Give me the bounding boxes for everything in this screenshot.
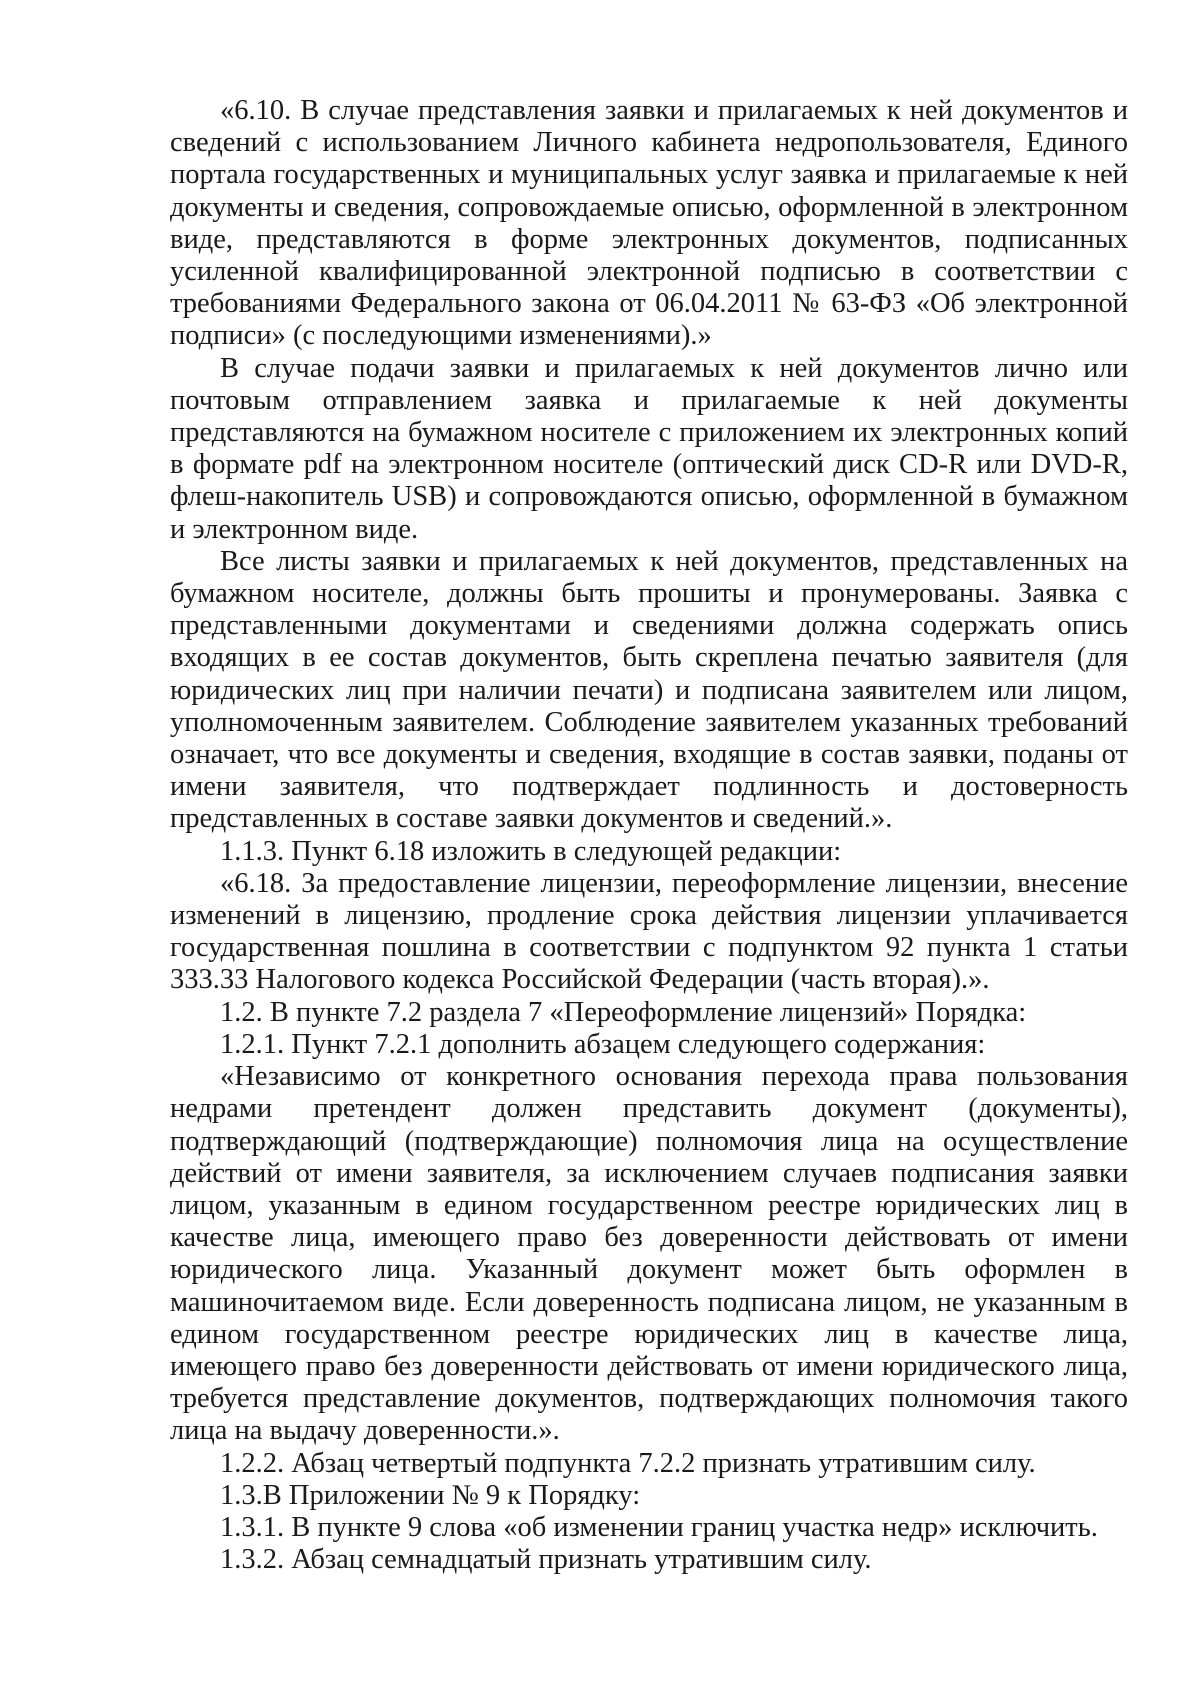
paragraph-1-3-2: 1.3.2. Абзац семнадцатый признать утратившим силу. — [220, 1544, 872, 1576]
paragraph-1-2-2: 1.2.2. Абзац четвертый подпункта 7.2.2 признать утратившим силу. — [220, 1447, 1036, 1479]
paragraph-1-2-1: 1.2.1. Пункт 7.2.1 дополнить абзацем следующего содержания: — [220, 1028, 986, 1060]
paragraph-1-3: 1.3.В Приложении № 9 к Порядку: — [220, 1479, 641, 1511]
paragraph-sheets-requirements: Все листы заявки и прилагаемых к ней документов, представленных на бумажном носителе, должны быть прошиты и пронумерованы. Заявка с представленными документами и сведениями должна содержать опись входящих в ее состав документов, быть скреплена печатью заявителя (для юридических лиц при наличии печати) и подписана заявителем или лицом, уполномоченным заявителем. Соблюдение заявителем указанных требований означает, что все документы и сведения, входящие в состав заявки, поданы от имени заявителя, что подтверждает подлинность и достоверность представленных в составе заявки документов и сведений.». — [170, 545, 1128, 835]
paragraph-1-3-1: 1.3.1. В пункте 9 слова «об изменении границ участка недр» исключить. — [220, 1511, 1098, 1543]
paragraph-6-18: «6.18. За предоставление лицензии, переоформление лицензии, внесение изменений в лицензию, продление срока действия лицензии уплачивается государственная пошлина в соответствии с подпунктом 92 пункта 1 статьи 333.33 Налогового кодекса Российской Федерации (часть вторая).». — [170, 867, 1128, 996]
document-page — [170, 95, 1128, 1576]
paragraph-1-2: 1.2. В пункте 7.2 раздела 7 «Переоформление лицензий» Порядка: — [220, 996, 1027, 1028]
paragraph-1-1-3: 1.1.3. Пункт 6.18 изложить в следующей редакции: — [220, 835, 842, 867]
paragraph-personal-submission: В случае подачи заявки и прилагаемых к ней документов лично или почтовым отправлением заявка и прилагаемые к ней документы представляются на бумажном носителе с приложением их электронных копий в формате pdf на электронном носителе (оптический диск CD-R или DVD-R, флеш-накопитель USB) и сопровождаются описью, оформленной в бумажном и электронном виде. — [170, 352, 1128, 545]
paragraph-6-10: «6.10. В случае представления заявки и прилагаемых к ней документов и сведений с использованием Личного кабинета недропользователя, Единого портала государственных и муниципальных услуг заявка и прилагаемые к ней документы и сведения, сопровождаемые описью, оформленной в электронном виде, представляются в форме электронных документов, подписанных усиленной квалифицированной электронной подписью в соответствии с требованиями Федерального закона от 06.04.2011 № 63-ФЗ «Об электронной подписи» (с последующими изменениями).» — [170, 95, 1128, 352]
paragraph-independent-of-basis: «Независимо от конкретного основания перехода права пользования недрами претендент должен представить документ (документы), подтверждающий (подтверждающие) полномочия лица на осуществление действий от имени заявителя, за исключением случаев подписания заявки лицом, указанным в едином государственном реестре юридических лиц в качестве лица, имеющего право без доверенности действовать от имени юридического лица. Указанный документ может быть оформлен в машиночитаемом виде. Если доверенность подписана лицом, не указанным в едином государственном реестре юридических лиц в качестве лица, имеющего право без доверенности действовать от имени юридического лица, требуется представление документов, подтверждающих полномочия такого лица на выдачу доверенности.». — [170, 1061, 1128, 1447]
